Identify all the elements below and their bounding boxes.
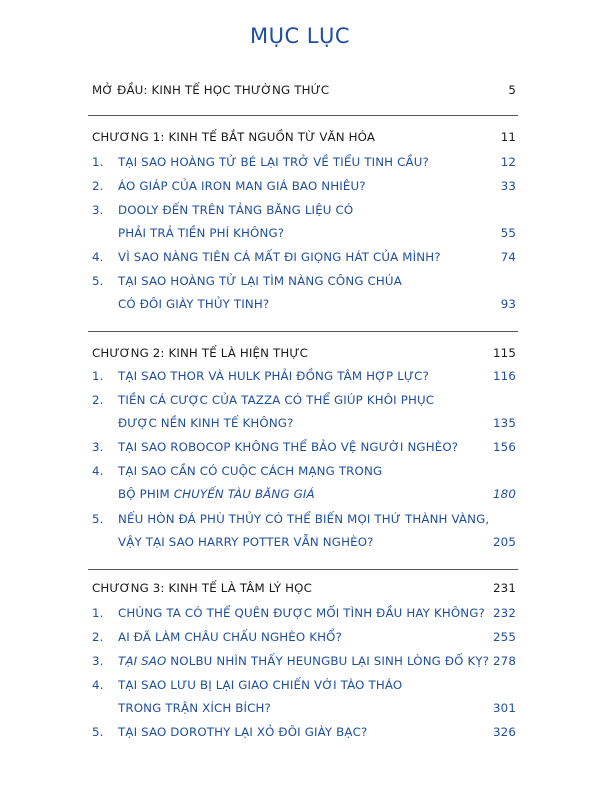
toc-entry[interactable] (92, 507, 516, 531)
toc-entry[interactable] (92, 198, 516, 222)
entry-page: 232 (493, 606, 516, 620)
entry-title: TẠI SAO ROBOCOP KHÔNG THỂ BẢO VỆ NGƯỜI NGHÈO? (118, 440, 459, 454)
entry-title: TẠI SAO CẦN CÓ CUỘC CÁCH MẠNG TRONG (118, 464, 383, 478)
entry-number: 2. (92, 179, 104, 193)
entry-title-line2: TRONG TRẬN XÍCH BÍCH? (118, 701, 271, 715)
entry-title (118, 654, 489, 668)
toc-entry[interactable] (92, 435, 516, 459)
chapter-heading: CHƯƠNG 1: KINH TẾ BẮT NGUỒN TỪ VĂN HÓA (92, 130, 376, 144)
entry-number: 3. (92, 203, 104, 217)
entry-number: 3. (92, 654, 104, 668)
toc-intro[interactable] (92, 78, 516, 102)
entry-title-rest: NOLBU NHÌN THẤY HEUNGBU LẠI SINH LÒNG ĐỐ KỴ? (166, 654, 490, 668)
page-title: MỤC LỤC (249, 24, 351, 48)
entry-number: 2. (92, 630, 104, 644)
entry-title: TẠI SAO HOÀNG TỬ BÉ LẠI TRỞ VỀ TIỂU TINH CẦU? (118, 155, 429, 169)
entry-title-line2: VẬY TẠI SAO HARRY POTTER VẪN NGHÈO? (118, 535, 374, 549)
toc-entry-continued[interactable] (92, 221, 516, 245)
entry-page: 93 (500, 297, 516, 311)
entry-title: CHÚNG TA CÓ THỂ QUÊN ĐƯỢC MỐI TÌNH ĐẦU HAY KHÔNG? (118, 606, 485, 620)
toc-chapter-3[interactable] (92, 576, 516, 600)
toc-entry[interactable] (92, 150, 516, 174)
entry-title-line2 (118, 487, 315, 501)
divider (88, 331, 518, 332)
toc-entry[interactable] (92, 673, 516, 697)
toc-entry[interactable] (92, 601, 516, 625)
film-title: CHUYẾN TÀU BĂNG GIÁ (173, 487, 315, 501)
toc-intro-label: MỞ ĐẦU: KINH TẾ HỌC THƯỜNG THỨC (92, 83, 330, 97)
toc-entry[interactable] (92, 649, 516, 673)
entry-page: 12 (500, 155, 516, 169)
entry-title: TẠI SAO DOROTHY LẠI XỎ ĐÔI GIÀY BẠC? (118, 725, 368, 739)
entry-number: 5. (92, 725, 104, 739)
entry-title-prefix: BỘ PHIM (118, 487, 174, 501)
entry-page: 156 (493, 440, 516, 454)
entry-page: 116 (493, 369, 516, 383)
entry-title: TẠI SAO THOR VÀ HULK PHẢI ĐỒNG TÂM HỢP LỰC? (118, 369, 429, 383)
entry-number: 4. (92, 464, 104, 478)
entry-title: VÌ SAO NÀNG TIÊN CÁ MẤT ĐI GIỌNG HÁT CỦA MÌNH? (118, 250, 441, 264)
entry-number: 1. (92, 369, 104, 383)
entry-title: TIỀN CÁ CƯỢC CỦA TAZZA CÓ THỂ GIÚP KHÔI PHỤC (118, 393, 435, 407)
entry-title: DOOLY ĐẾN TRÊN TẢNG BĂNG LIỆU CÓ (118, 203, 354, 217)
toc-entry[interactable] (92, 459, 516, 483)
entry-number: 5. (92, 274, 104, 288)
entry-number: 2. (92, 393, 104, 407)
entry-page: 55 (500, 226, 516, 240)
toc-entry[interactable] (92, 364, 516, 388)
entry-number: 1. (92, 606, 104, 620)
toc-entry-continued[interactable] (92, 696, 516, 720)
entry-title-line2: PHẢI TRẢ TIỀN PHÍ KHÔNG? (118, 226, 285, 240)
entry-title: TẠI SAO LƯU BỊ LẠI GIAO CHIẾN VỚI TÀO THÁO (118, 678, 403, 692)
toc-entry[interactable] (92, 720, 516, 744)
toc-entry-continued[interactable] (92, 482, 516, 506)
entry-title: TẠI SAO HOÀNG TỬ LẠI TÌM NÀNG CÔNG CHÚA (118, 274, 402, 288)
divider (88, 115, 518, 116)
entry-page: 135 (493, 416, 516, 430)
entry-number: 4. (92, 678, 104, 692)
entry-page: 180 (493, 487, 516, 501)
entry-title: ÁO GIÁP CỦA IRON MAN GIÁ BAO NHIÊU? (118, 179, 366, 193)
entry-page: 33 (500, 179, 516, 193)
toc-entry[interactable] (92, 245, 516, 269)
divider (88, 569, 518, 570)
entry-number: 5. (92, 512, 104, 526)
toc-intro-page: 5 (508, 83, 516, 97)
toc-entry[interactable] (92, 269, 516, 293)
entry-page: 278 (493, 654, 516, 668)
entry-page: 74 (500, 250, 516, 264)
toc-entry[interactable] (92, 625, 516, 649)
toc-entry-continued[interactable] (92, 530, 516, 554)
entry-number: 4. (92, 250, 104, 264)
entry-number: 1. (92, 155, 104, 169)
chapter-page: 11 (500, 130, 516, 144)
entry-page: 326 (493, 725, 516, 739)
toc-chapter-2[interactable] (92, 341, 516, 365)
entry-title-line2: CÓ ĐÔI GIÀY THỦY TINH? (118, 297, 270, 311)
entry-title: AI ĐÃ LÀM CHÂU CHẤU NGHÈO KHỔ? (118, 630, 342, 644)
toc-entry-continued[interactable] (92, 292, 516, 316)
entry-title: NẾU HÒN ĐÁ PHÙ THỦY CÓ THỂ BIẾN MỌI THỨ THÀNH VÀNG, (118, 512, 490, 526)
chapter-heading: CHƯƠNG 3: KINH TẾ LÀ TÂM LÝ HỌC (92, 581, 312, 595)
entry-title-line2: ĐƯỢC NỀN KINH TẾ KHÔNG? (118, 416, 294, 430)
chapter-heading: CHƯƠNG 2: KINH TẾ LÀ HIỆN THỰC (92, 346, 308, 360)
entry-page: 301 (493, 701, 516, 715)
entry-title-italic: TẠI SAO (118, 654, 167, 668)
toc-entry[interactable] (92, 174, 516, 198)
toc-chapter-1[interactable] (92, 125, 516, 149)
entry-number: 3. (92, 440, 104, 454)
toc-entry-continued[interactable] (92, 411, 516, 435)
chapter-page: 115 (493, 346, 516, 360)
toc-entry[interactable] (92, 388, 516, 412)
entry-page: 255 (493, 630, 516, 644)
entry-page: 205 (493, 535, 516, 549)
chapter-page: 231 (493, 581, 516, 595)
